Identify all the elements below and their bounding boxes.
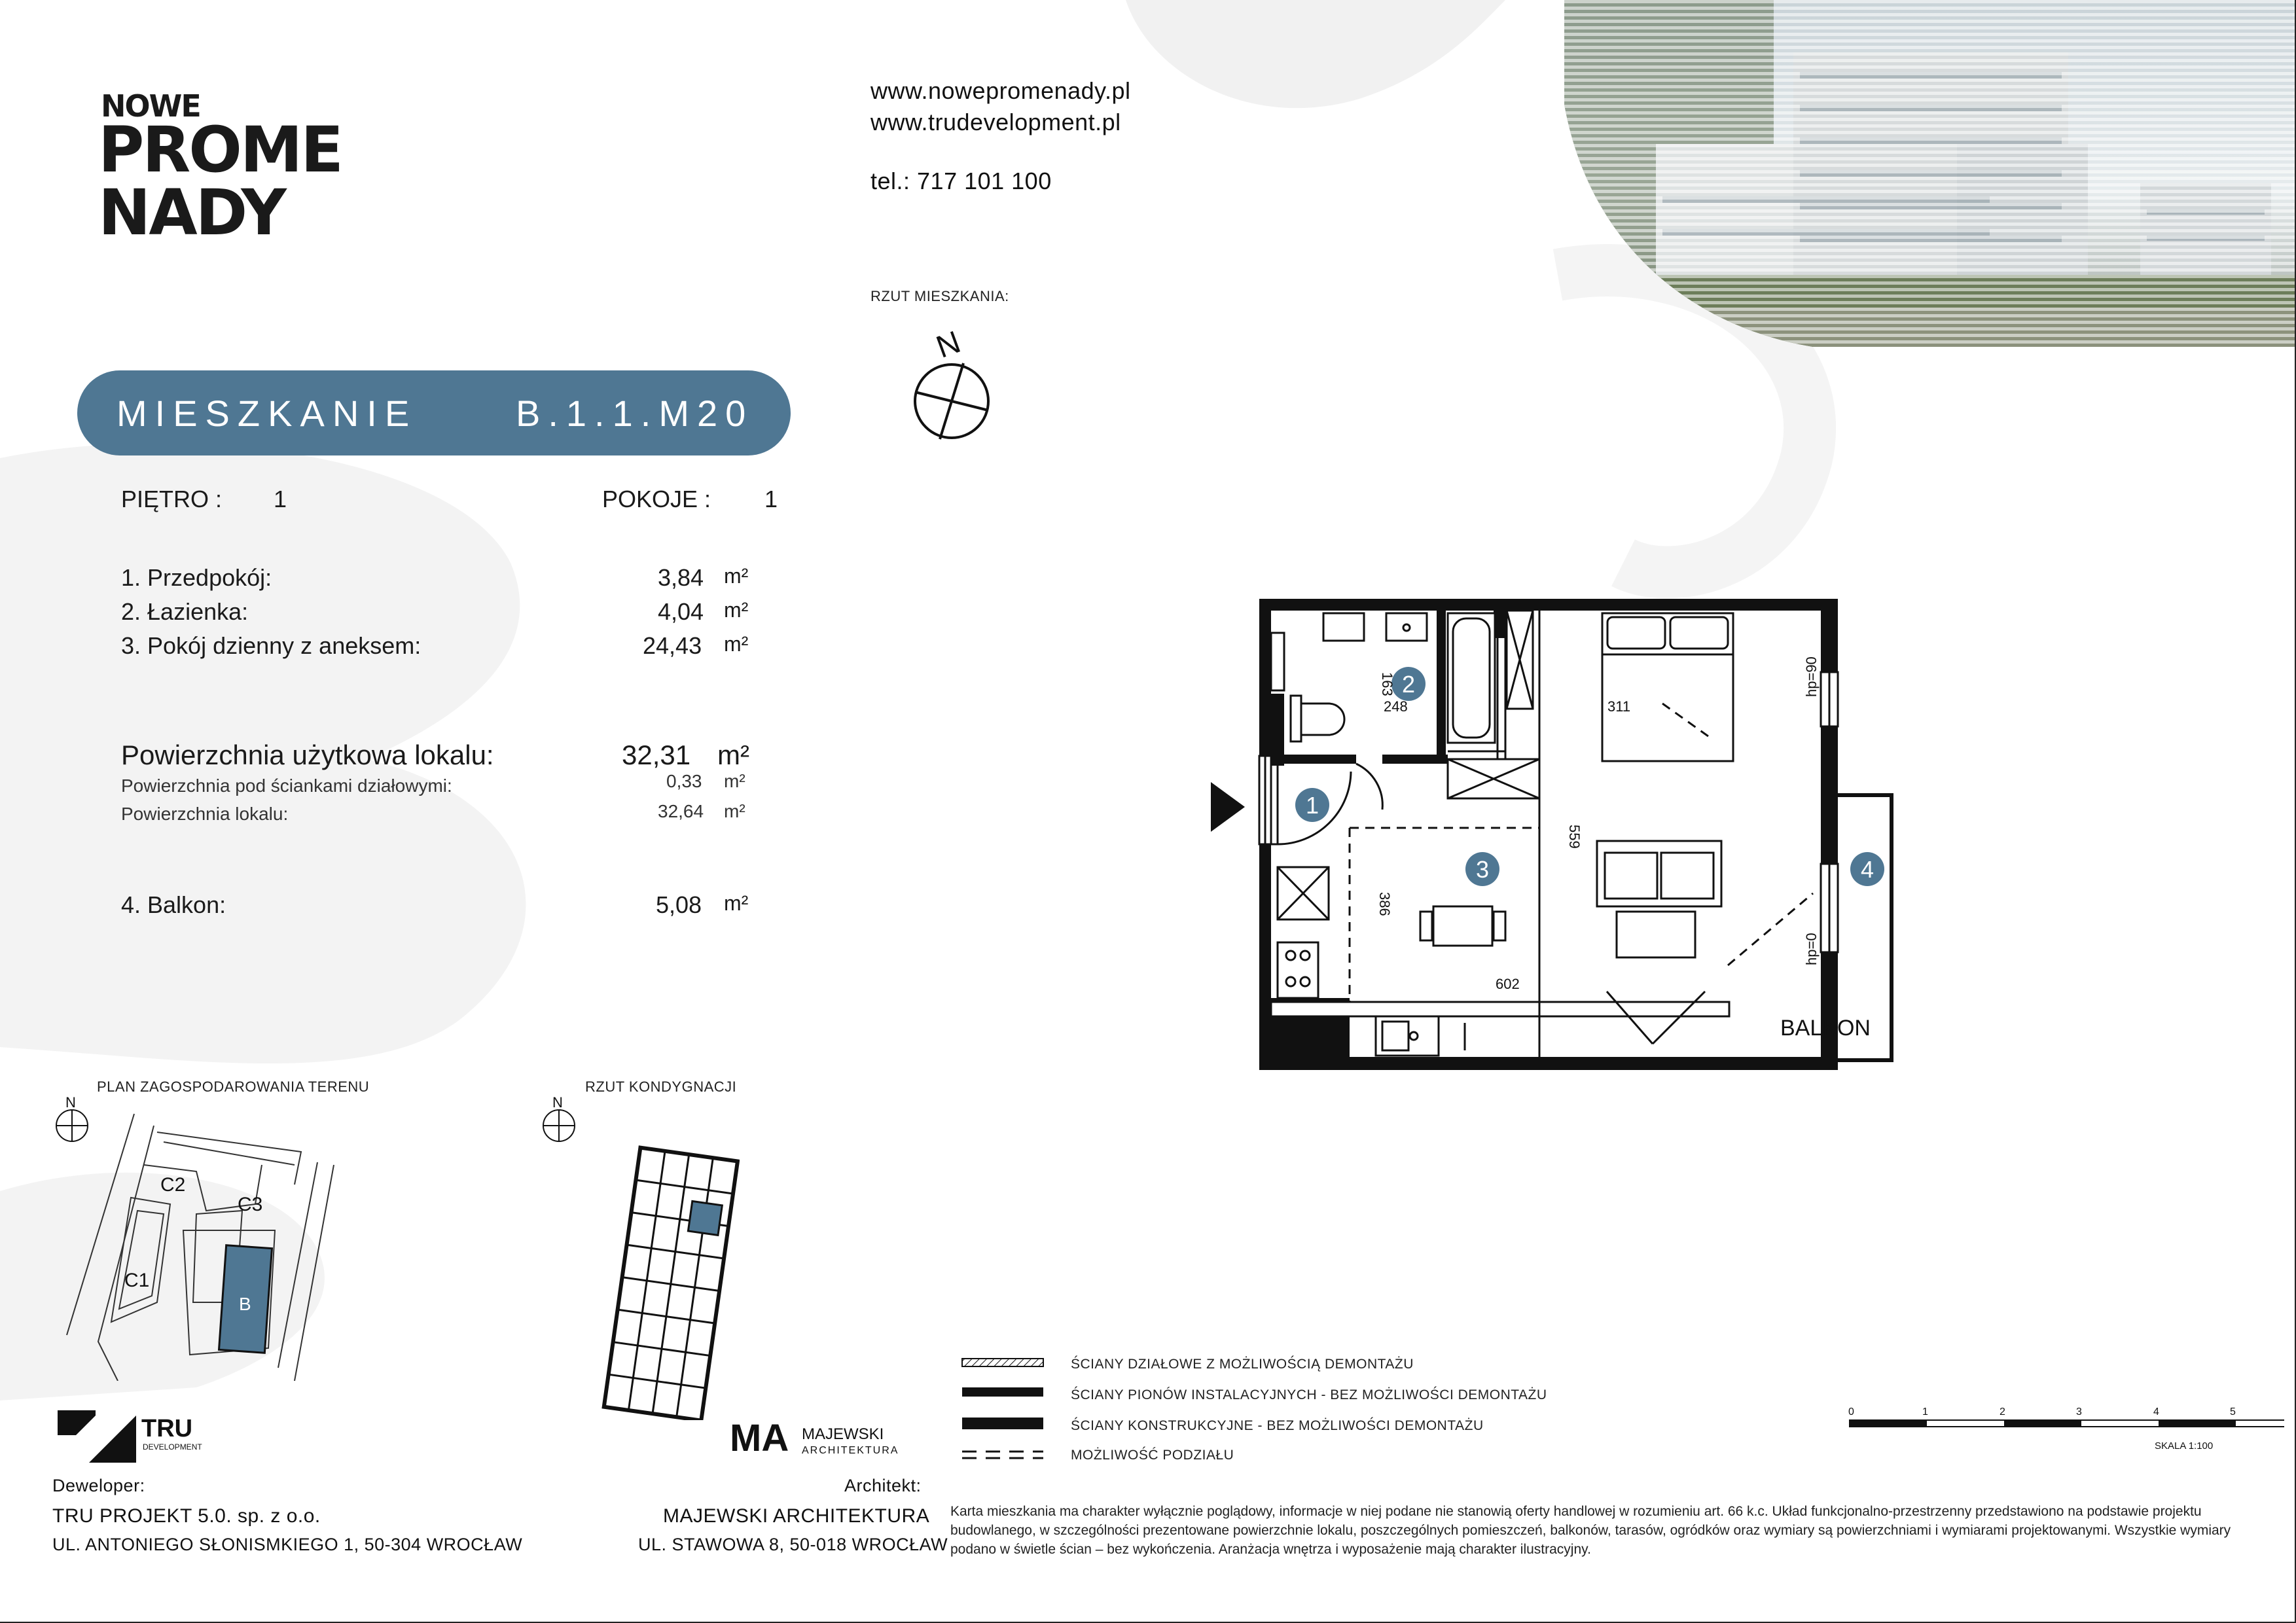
phone-number[interactable]: tel.: 717 101 100 [870, 168, 1052, 194]
legend-symbols [961, 1355, 1046, 1472]
balcony-label: 4. Balkon: [121, 891, 226, 918]
scale-tick-5: 5 [2230, 1406, 2236, 1418]
architect-name: MAJEWSKI ARCHITEKTURA [663, 1505, 930, 1527]
apartment-code: B.1.1.M20 [516, 392, 754, 434]
room-number-2: 2 [1402, 671, 1416, 698]
legend-item-3: ŚCIANY KONSTRUKCYJNE - BEZ MOŻLIWOŚCI DEMONTAŻU [1071, 1418, 1484, 1433]
plan-label: RZUT MIESZKANIA: [870, 288, 1009, 304]
walls-area-unit: m² [724, 771, 745, 791]
site-label-c2: C2 [160, 1174, 186, 1196]
dim-602: 602 [1496, 976, 1520, 992]
dim-hp0: hp=0 [1803, 933, 1820, 965]
website-link-2[interactable]: www.trudevelopment.pl [870, 109, 1121, 135]
logo-line1: NOWE [101, 88, 200, 124]
entrance-arrow-icon [1211, 782, 1245, 832]
balcony-tag: BALKON [1780, 1016, 1871, 1041]
floor-plan-small-map [583, 1145, 740, 1420]
scale-tick-3: 3 [2076, 1406, 2082, 1418]
room-number-3: 3 [1476, 856, 1490, 883]
balcony-unit: m² [724, 891, 749, 915]
logo-line3: NADY [98, 176, 285, 249]
developer-name: TRU PROJEKT 5.0. sp. z o.o. [52, 1505, 321, 1527]
room-area-3: 24,43 [643, 632, 702, 659]
tru-logo-subtext: DEVELOPMENT [143, 1442, 202, 1452]
dim-559: 559 [1566, 825, 1583, 849]
scale-tick-0: 0 [1848, 1406, 1854, 1418]
site-plan-map [59, 1106, 360, 1381]
room-number-1: 1 [1306, 792, 1319, 819]
disclaimer-text: Karta mieszkania ma charakter wyłącznie poglądowy, informacje w niej podane nie stanowią oferty handlowej w rozumieniu art. 66 k.c. Układ funkcjonalno-przestrzenny przedstawiono na podstawie projektu budowlanego, w szczególności prezentowane powierzchnie lokalu, poszczególnych pomieszczeń, balkonów, tarasów, ogródków oraz wymiary są powierzchniami i wymiarami projektowanymi. Wszystkie wymiary podano w świetle ścian – bez wykończenia. Aranżacja wnętrza i wyposażenie mają charakter ilustracyjny. [950, 1504, 2231, 1557]
site-label-c3: C3 [238, 1194, 263, 1215]
apartment-floorplan [1204, 599, 1898, 1070]
north-compass-icon [903, 324, 995, 448]
scale-tick-2: 2 [2000, 1406, 2005, 1418]
apartment-title-pill [77, 370, 791, 455]
developer-address: UL. ANTONIEGO SŁONISMKIEGO 1, 50-304 WROCŁAW [52, 1535, 523, 1554]
usable-area-label: Powierzchnia użytkowa lokalu: [121, 740, 494, 770]
usable-area-unit: m² [717, 740, 749, 770]
total-area-value: 32,64 [658, 801, 704, 821]
room-number-4: 4 [1861, 856, 1874, 883]
dim-248: 248 [1384, 698, 1408, 715]
room-unit-3: m² [724, 632, 749, 656]
rooms-label: POKOJE : [602, 486, 711, 512]
legend-item-4: MOŻLIWOŚĆ PODZIAŁU [1071, 1448, 1234, 1463]
dim-163: 163 [1379, 672, 1395, 696]
total-area-unit: m² [724, 801, 745, 821]
logo-line2: PROME [98, 113, 342, 187]
room-area-2: 4,04 [658, 598, 704, 625]
ma-logo-text: MA [730, 1417, 789, 1459]
dim-311: 311 [1607, 698, 1631, 715]
developer-label: Deweloper: [52, 1476, 145, 1495]
room-name-1: 1. Przedpokój: [121, 564, 272, 591]
dim-hp90: hp=90 [1803, 656, 1820, 697]
room-name-3: 3. Pokój dzienny z aneksem: [121, 632, 422, 659]
rooms-value: 1 [764, 486, 778, 512]
walls-area-label: Powierzchnia pod ściankami działowymi: [121, 776, 452, 796]
svg-text:N: N [65, 1094, 76, 1111]
dim-386: 386 [1376, 892, 1393, 916]
website-link-1[interactable]: www.nowepromenady.pl [870, 77, 1131, 104]
scale-bar [1839, 1400, 2284, 1472]
scale-tick-4: 4 [2153, 1406, 2159, 1418]
apartment-label: MIESZKANIE [117, 392, 418, 434]
architect-label: Architekt: [844, 1476, 922, 1495]
scale-tick-1: 1 [1922, 1406, 1928, 1418]
nowe-promenady-logo [98, 88, 373, 259]
balcony-area: 5,08 [656, 891, 702, 918]
north-letter: N [931, 325, 965, 365]
room-name-2: 2. Łazienka: [121, 598, 249, 625]
floor-value: 1 [274, 486, 287, 512]
building-rendering [1564, 0, 2296, 347]
total-area-label: Powierzchnia lokalu: [121, 804, 289, 824]
svg-text:N: N [552, 1094, 563, 1111]
floor-label: PIĘTRO : [121, 486, 223, 512]
legend-item-2: ŚCIANY PIONÓW INSTALACYJNYCH - BEZ MOŻLIWOŚCI DEMONTAŻU [1071, 1387, 1547, 1402]
walls-area-value: 0,33 [666, 771, 702, 791]
legend-item-1: ŚCIANY DZIAŁOWE Z MOŻLIWOŚCIĄ DEMONTAŻU [1071, 1357, 1414, 1372]
site-label-b: B [239, 1294, 251, 1314]
site-label-c1: C1 [124, 1270, 150, 1291]
room-unit-1: m² [724, 564, 749, 588]
architect-address: UL. STAWOWA 8, 50-018 WROCŁAW [638, 1535, 948, 1554]
ma-logo-sub1: MAJEWSKI [802, 1425, 884, 1443]
tru-logo-text: TRU [141, 1415, 193, 1442]
floor-plan-small-compass-icon [541, 1094, 580, 1144]
site-plan-title: PLAN ZAGOSPODAROWANIA TERENU [97, 1079, 370, 1095]
tru-development-logo [58, 1410, 215, 1469]
usable-area-value: 32,31 [622, 740, 691, 770]
scale-label: SKALA 1:100 [2155, 1440, 2214, 1452]
floor-plan-small-title: RZUT KONDYGNACJI [585, 1079, 737, 1095]
room-unit-2: m² [724, 598, 749, 622]
ma-logo-sub2: ARCHITEKTURA [802, 1445, 899, 1456]
room-area-1: 3,84 [658, 564, 704, 591]
majewski-architektura-logo [730, 1417, 913, 1463]
